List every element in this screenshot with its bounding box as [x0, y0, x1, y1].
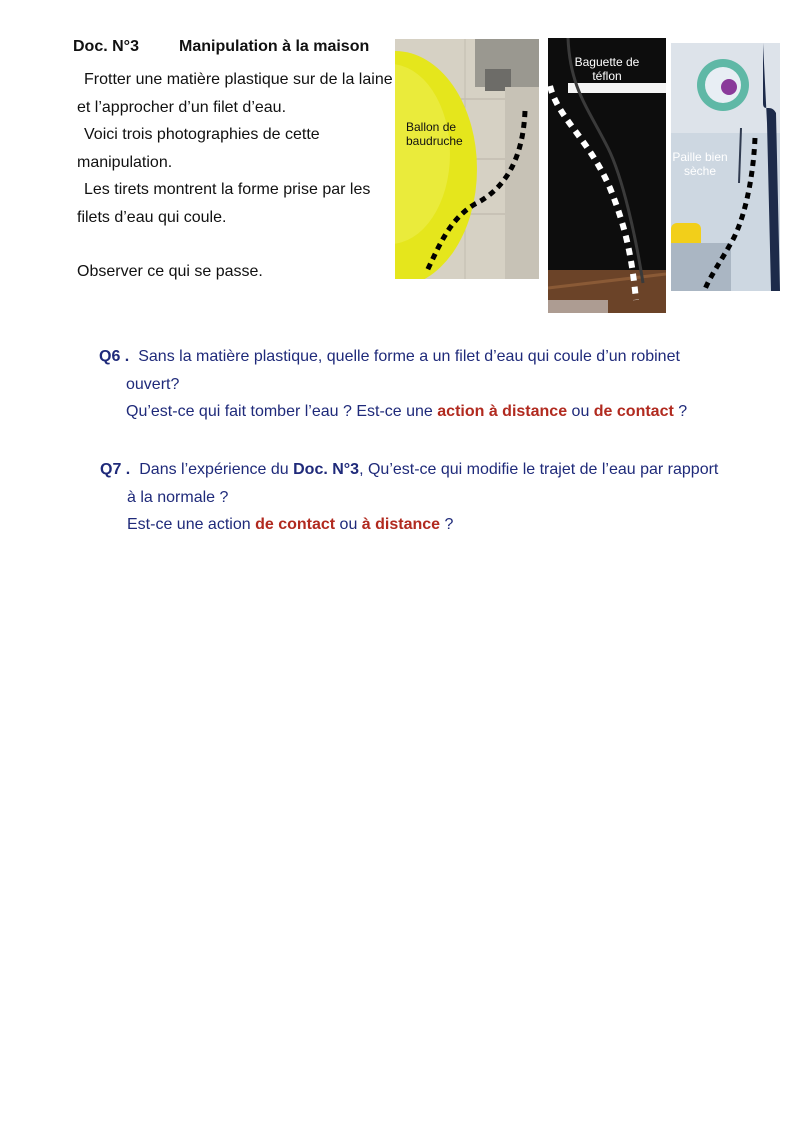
question-label: Q7 . [100, 461, 131, 478]
question-7: Q7 . Dans l’expérience du Doc. N°3, Qu’est-ce qui modifie le trajet de l’eau par rapport à la normale ? Est-ce une action de contact ou à distance ? [100, 461, 719, 533]
photo-caption: Ballon de baudruche [406, 120, 463, 148]
photo-caption: Paille bien sèche [672, 150, 728, 178]
intro-line: filets d’eau qui coule. [77, 208, 227, 226]
doc-number: Doc. N°3 [73, 38, 139, 55]
intro-text [77, 66, 397, 286]
teflon-rod-photo [548, 38, 666, 313]
question-6: Q6 . Sans la matière plastique, quelle forme a un filet d’eau qui coule d’un robinet ouvert? Qu’est-ce qui fait tomber l’eau ? Est-ce une action à distance ou de contact ? [99, 348, 688, 420]
observe-instruction: Observer ce qui se passe. [77, 263, 263, 280]
balloon-photo [395, 39, 539, 279]
question-label: Q6 . [99, 348, 130, 365]
straw-photo [671, 43, 780, 291]
intro-line: Voici trois photographies de cette [84, 126, 320, 143]
photo-caption: Baguette de téflon [574, 55, 640, 83]
doc-heading: Manipulation à la maison [179, 38, 370, 55]
intro-line: Les tirets montrent la forme prise par les [84, 181, 371, 198]
intro-line: manipulation. [77, 153, 173, 171]
doc-title [73, 38, 369, 56]
intro-line: et l’approcher d’un filet d’eau. [77, 98, 287, 116]
intro-line: Frotter une matière plastique sur de la laine [84, 71, 393, 88]
